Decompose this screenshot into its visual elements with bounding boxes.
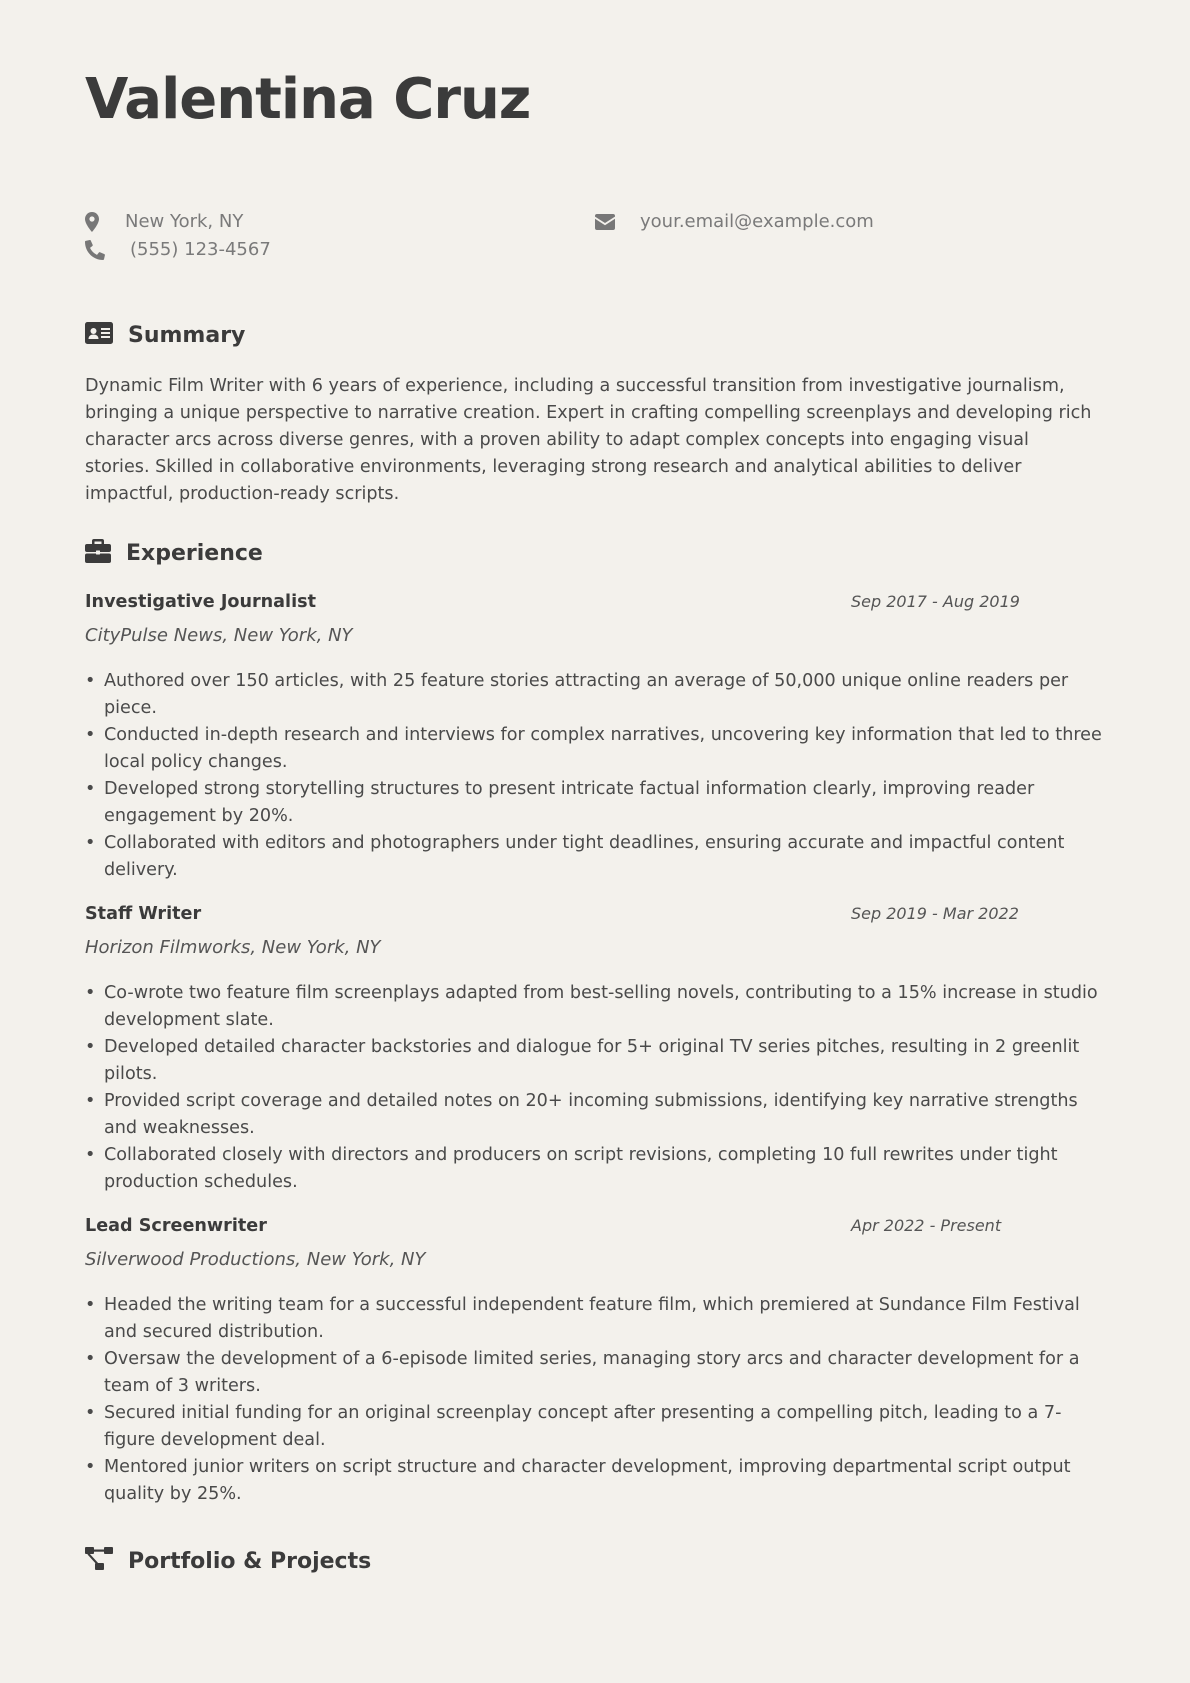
envelope-icon xyxy=(595,214,640,230)
job-bullets xyxy=(85,668,1105,884)
section-portfolio-header xyxy=(85,1547,371,1575)
job-bullets xyxy=(85,1292,1105,1508)
contact-phone xyxy=(85,239,271,260)
bullet-item: • Secured initial funding for an original screenplay concept after presenting a compelling pitch, leading to a 7-figure development deal. xyxy=(85,1400,1105,1454)
bullet-item: • Collaborated closely with directors and producers on script revisions, completing 10 full rewrites under tight production schedules. xyxy=(85,1142,1105,1196)
bullet-item: • Mentored junior writers on script structure and character development, improving departmental script output quality by 25%. xyxy=(85,1454,1105,1508)
phone-text: (555) 123-4567 xyxy=(130,239,271,260)
email-text: your.email@example.com xyxy=(640,211,874,232)
summary-paragraph: Dynamic Film Writer with 6 years of experience, including a successful transition from investigative journalism, bringing a unique perspective to narrative creation. Expert in crafting compelling screenplays and developing rich character arcs across diverse genres, with a proven ability to adapt complex concepts into engaging visual stories. Skilled in collaborative environments, leveraging strong research and analytical abilities to deliver impactful, production-ready scripts. xyxy=(85,376,1092,504)
section-experience-header xyxy=(85,539,263,567)
bullet-item: • Oversaw the development of a 6-episode limited series, managing story arcs and character development for a team of 3 writers. xyxy=(85,1346,1105,1400)
bullet-item: • Authored over 150 articles, with 25 feature stories attracting an average of 50,000 unique online readers per piece. xyxy=(85,668,1105,722)
project-diagram-icon xyxy=(85,1547,128,1575)
bullet-item: • Conducted in-depth research and interviews for complex narratives, uncovering key information that led to three local policy changes. xyxy=(85,722,1105,776)
bullet-item: • Headed the writing team for a successful independent feature film, which premiered at Sundance Film Festival and secured distribution. xyxy=(85,1292,1105,1346)
job-company: Horizon Filmworks, New York, NY xyxy=(85,937,381,958)
section-title-summary: Summary xyxy=(128,322,246,348)
contact-email xyxy=(595,211,874,232)
job-title: Lead Screenwriter xyxy=(85,1216,267,1236)
bullet-item: • Developed detailed character backstories and dialogue for 5+ original TV series pitches, resulting in 2 greenlit pilots. xyxy=(85,1034,1105,1088)
briefcase-icon xyxy=(85,539,126,567)
candidate-name: Valentina Cruz xyxy=(85,67,531,132)
location-text: New York, NY xyxy=(125,211,244,232)
phone-icon xyxy=(85,240,130,260)
section-title-experience: Experience xyxy=(126,540,263,566)
job-title: Staff Writer xyxy=(85,904,202,924)
bullet-item: • Collaborated with editors and photographers under tight deadlines, ensuring accurate and impactful content delivery. xyxy=(85,830,1105,884)
section-summary-header xyxy=(85,322,245,348)
job-dates: Sep 2019 - Mar 2022 xyxy=(851,904,1019,923)
section-title-portfolio: Portfolio & Projects xyxy=(128,1548,372,1574)
bullet-item: • Provided script coverage and detailed notes on 20+ incoming submissions, identifying key narrative strengths and weaknesses. xyxy=(85,1088,1105,1142)
job-bullets xyxy=(85,980,1105,1196)
id-card-icon xyxy=(85,322,128,348)
contact-location xyxy=(85,211,243,232)
bullet-item: • Co-wrote two feature film screenplays adapted from best-selling novels, contributing to a 15% increase in studio development slate. xyxy=(85,980,1105,1034)
map-marker-icon xyxy=(85,212,125,232)
job-dates: Sep 2017 - Aug 2019 xyxy=(851,592,1020,611)
job-company: Silverwood Productions, New York, NY xyxy=(85,1249,426,1270)
bullet-item: • Developed strong storytelling structures to present intricate factual information clearly, improving reader engagement by 20%. xyxy=(85,776,1105,830)
job-title: Investigative Journalist xyxy=(85,592,316,612)
job-company: CityPulse News, New York, NY xyxy=(85,625,353,646)
job-dates: Apr 2022 - Present xyxy=(851,1216,1002,1235)
